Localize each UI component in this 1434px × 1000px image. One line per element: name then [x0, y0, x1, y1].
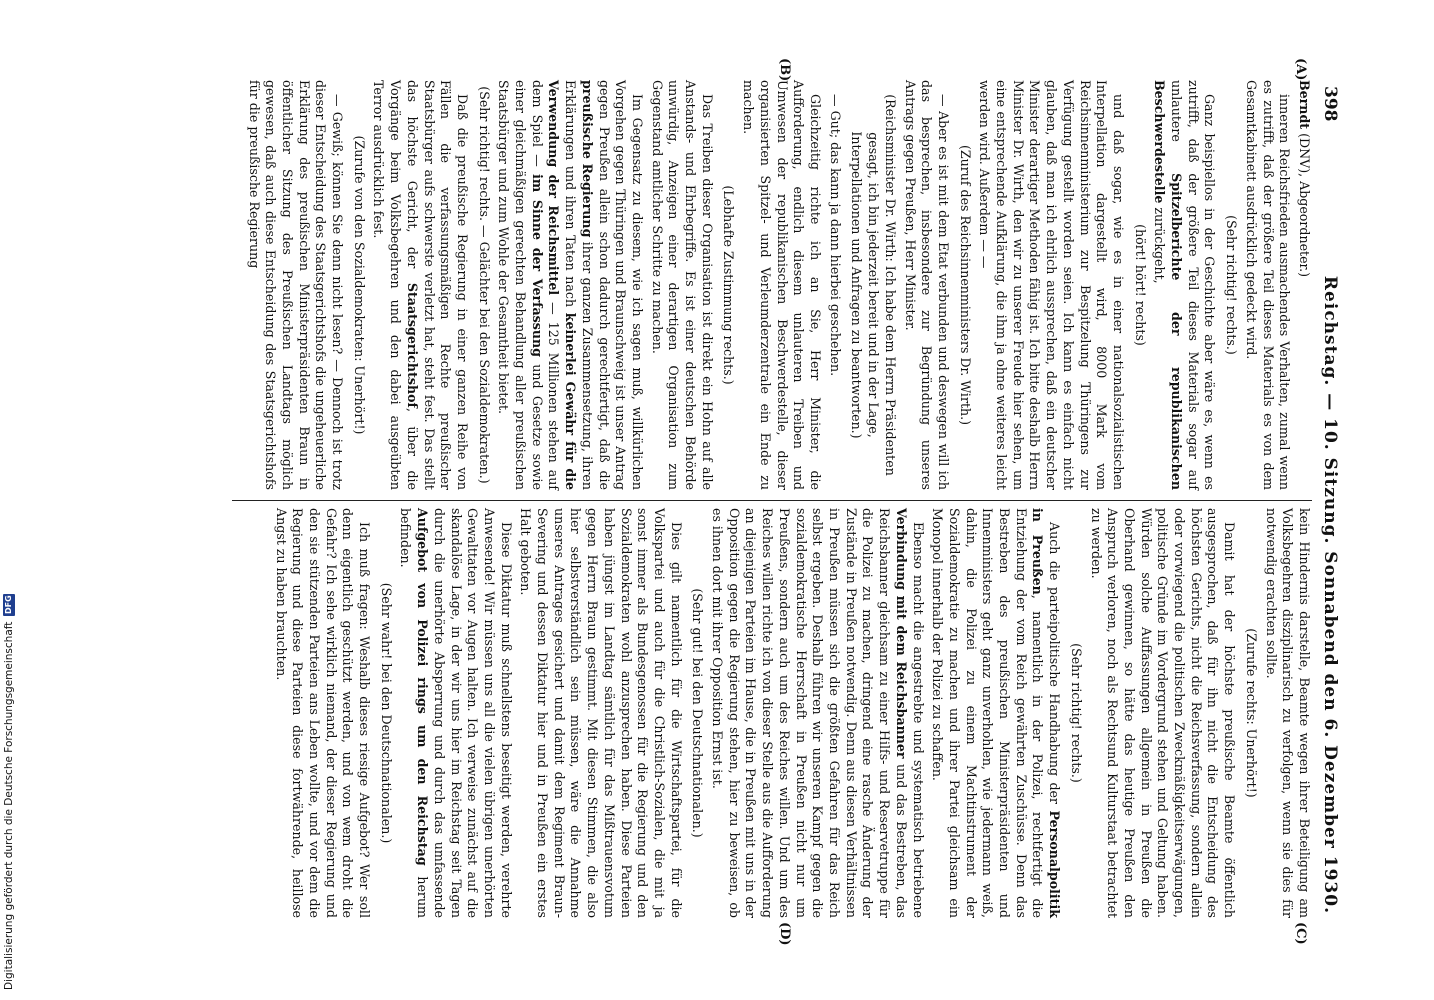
column-divider: [232, 500, 1312, 501]
paragraph: Daß die preußische Regierung in einer ganzen Reihe von Fällen die verfassungsmäßigen Rechte preußischer Staatsbürger aufs schwerste verletzt hat, steht fest. Das stellt das höchste Gericht, der Staatsgerichtshof, über die Vorgänge beim Volksbegehren und den dabei ausgeübten Terror ausdrücklich fest.: [371, 80, 470, 490]
paragraph: Das Treiben dieser Organisation ist direkt ein Hohn auf alle Anstands- und Ehrbegriffe. Es ist einer deutschen Behörde unwürdig, Anzeigen einer derartigen Organisation zum Gegenstand amtlicher Schritte zu machen.: [649, 80, 715, 490]
digitization-credit: [2, 0, 16, 1000]
paragraph: Ich muß fragen: Weshalb dieses riesige Aufgebot? Wer soll denn eigentlich geschützt werden, und von wem droht die Gefahr? Ich sehe wirklich niemand, der dieser Regierung und den sie stützenden Parteien ans Leben wollte, und vor dem die Regierung und diese Parteien diese fortwährende, heillose Angst zu haben brauchten.: [273, 508, 373, 918]
margin-marker-c: (C): [1293, 922, 1308, 945]
interjection: (Sehr wahr! bei den Deutschnationalen.): [378, 582, 394, 844]
paragraph: Ebenso macht die angestrebte und systematisch betriebene Verbindung mit dem Reichsbanner und das Bestreben, das Reichsbanner gleichsam zu einer Hilfs- und Reservetruppe für die Polizei zu machen, dringend eine rasche Änderung der Zustände in Preußen notwendig. Denn aus diesen Verhältnissen in Preußen müssen sich die größten Gefahren für das Reich selbst ergeben. Deshalb führen wir unseren Kampf gegen die sozialdemokratische Herrschaft in Preußen nicht nur um Preußens, sondern auch um des Reiches willen. Und um des Reiches willen richte ich von dieser Stelle aus die Aufforderung an diejenigen Parteien im Hause, die in Preußen mit uns in der Opposition gegen die Regierung stehen, hier zu beweisen, ob es ihnen dort mit ihrer Opposition Ernst ist.: [710, 508, 926, 918]
paragraph: Im Gegensatz zu diesem, wie ich sagen muß, willkürlichen Vorgehen gegen Thüringen und Braunschweig ist unser Antrag gegen Preußen allein schon dadurch gerechtfertigt, daß die preußische Regierung ihrer ganzen Zusammensetzung, ihren Erklärungen und ihren Taten nach keinerlei Gewähr für die Verwendung der Reichsmittel — 125 Millionen stehen auf dem Spiel — im Sinne der Verfassung und Gesetze sowie einer gleichmäßigen gerechten Behandlung aller preußischen Staatsbürger und zum Wohle der Gesamtheit bietet.: [496, 80, 645, 491]
interjection: (Zuruf des Reichsinnenministers Dr. Wirth.): [957, 144, 973, 426]
dfg-logo: DFG: [4, 595, 13, 614]
interjection: (Zurufe von den Sozialdemokraten: Unerhört!): [351, 135, 367, 435]
interjection: (hört! hört! rechts): [1132, 224, 1148, 346]
interjection: (Reichsminister Dr. Wirth: Ich habe dem Herrn Präsidenten gesagt, ich bin jederzeit bereit und in der Lage, Interpellationen und Anfragen zu beantworten.): [849, 94, 898, 476]
paragraph: kein Hindernis darstelle, Beamte wegen ihrer Beteiligung am Volksbegehren disziplinarisch zu verfolgen, wenn sie dies für notwendig erachten sollte.: [1263, 508, 1312, 918]
interjection: (Sehr richtig! rechts.): [1068, 643, 1084, 783]
paragraph: Ganz beispiellos in der Geschichte aber wäre es, wenn es zutrifft, daß der größere Teil dieses Materials sogar auf unlautere Spitzelberichte der republikanischen Beschwerdestelle zurückgeht,: [1152, 80, 1218, 490]
paragraph: und daß sogar, wie es in einer nationalsozialistischen Interpellation dargestellt wird, 8000 Mark vom Reichsinnenministerium zur Bespitzelung Thüringens zur Verfügung gestellt worden seien. Ich kann es einfach nicht glauben, daß man ich ehrlich aussprechen, daß ein deutscher Minister derartiger Methoden fähig ist. Ich bitte deshalb Herrn Minister Dr. Wirth, den wir zu unserer Freude hier sehen, um eine entsprechende Aufklärung, die ihm ja ohne weiteres leicht werden wird. Außerdem — —: [977, 80, 1126, 490]
interjection: (Zurufe rechts: Unerhört!): [1243, 628, 1259, 798]
paragraph: — Gut; das kann ja dann hierbei geschehen.: [827, 94, 843, 377]
paragraph: Gleichzeitig richte ich an Sie, Herr Minister, die Aufforderung, endlich diesem unlauteren Treiben und Umwesen der republikanischen Beschwerdestelle, dieser organisierten Spitzel- und Verleumderzentrale ein Ende zu machen.: [741, 80, 824, 490]
paragraph: Damit hat der höchste preußische Beamte öffentlich ausgesprochen, daß für ihn nicht die Entscheidung des höchsten Gerichts, nicht die Reichsverfassung, sondern allein oder vorwiegend die politischen Zweckmäßigkeitserwägungen, politische Gründe im Vordergrund stehen und Geltung haben. Würden solche Auffassungen allgemein in Preußen die Oberhand gewinnen, so hätte das heutige Preußen den Anspruch verloren, noch als Rechtsund Kulturstaat betrachtet zu werden.: [1088, 508, 1238, 918]
credit-text: Digitalisierung gefördert durch die Deutsche Forschungsgemeinschaft: [3, 621, 15, 990]
margin-marker-b: (B): [777, 58, 792, 82]
margin-marker-a: (A): [1293, 58, 1308, 81]
document-page: [140, 58, 1340, 946]
paragraph: Diese Diktatur muß schnellstens beseitigt werden, verehrte Anwesende! Wir müssen uns all die vielen übrigen unerhörten Gewalttaten vor Augen halten. Ich verweise zunächst auf die skandalöse Lage, in der wir uns hier im Reichstag seit Tagen durch die unerhörte Absperrung und durch das umfassende Aufgebot von Polizei rings um den Reichstag herum befinden.: [398, 508, 514, 919]
interjection: (Sehr gut! bei den Deutschnationalen.): [690, 588, 706, 838]
page-header: [1312, 80, 1340, 920]
interjection: (Sehr richtig! rechts.): [1224, 215, 1240, 355]
paragraph: inneren Reichsfrieden ausmachendes Verhalten, zumal wenn es zutrifft, daß der größere Teil dieses Materials es von dem Gesamtkabinett ausdrücklich gedeckt wird.: [1243, 80, 1293, 490]
text-columns: [242, 58, 1312, 946]
page-number: 398: [1320, 86, 1340, 122]
interjection: (Sehr richtig! rechts. — Gelächter bei den Sozialdemokraten.): [476, 86, 492, 484]
paragraph: — Gewiß; können Sie denn nicht lesen? — Dennoch ist trotz dieser Entscheidung des Staatsgerichtshofs die ungeheuerliche Erklärung des preußischen Ministerpräsidenten Braun in öffentlicher Sitzung des Preußischen Landtags möglich gewesen, daß auch diese Entscheidung des Staatsgerichtshofs für die preußische Regierung: [246, 80, 346, 490]
paragraph: Auch die parteipolitische Handhabung der Personalpolitik in Preußen, namentlich in der Polizei, rechtfertigt die Entziehung der vom Reich gewährten Zuschüsse. Denn das Bestreben des preußischen Ministerpräsidenten und Innenministers geht ganz unverhohlen, wie jedermann weiß, dahin, die Polizei zu einem Machtinstrument der Sozialdemokratie zu machen und ihrer Partei gleichsam ein Monopol innerhalb der Polizei zu schaffen.: [930, 508, 1063, 918]
right-column: [242, 508, 1312, 918]
running-title: Reichstag. — 10. Sitzung. Sonnabend den 6. Dezember 1930.: [1320, 275, 1340, 914]
margin-marker-d: (D): [777, 922, 792, 946]
paragraph: Dies gilt namentlich für die Wirtschaftspartei, für die Volkspartei und auch für die Christlich-Sozialen, die mit ja sonst immer als Bundesgenossen für die Regierung und den Sozialdemokraten wohl anzusprechen haben. Diese Parteien haben jüngst im Landtag sämtlich für das Mißtrauensvotum gegen Herrn Braun gestimmt. Mit diesen Stimmen, die also hier selbstverständlich sein müssen, wäre die Annahme unseres Antrages gesichert und damit dem Regiment Braun-Severing und dessen Diktatur hier und in Preußen ein erstes Halt geboten.: [518, 508, 684, 918]
paragraph: Berndt (DNV), Abgeordneter.): [1297, 80, 1312, 278]
paragraph: — Aber es ist mit dem Etat verbunden und deswegen will ich das besprechen, insbesondere zur Begründung unseres Antrags gegen Preußen, Herr Minister.: [902, 80, 951, 490]
interjection: (Lebhafte Zustimmung rechts.): [721, 185, 737, 385]
left-column: [242, 80, 1312, 490]
